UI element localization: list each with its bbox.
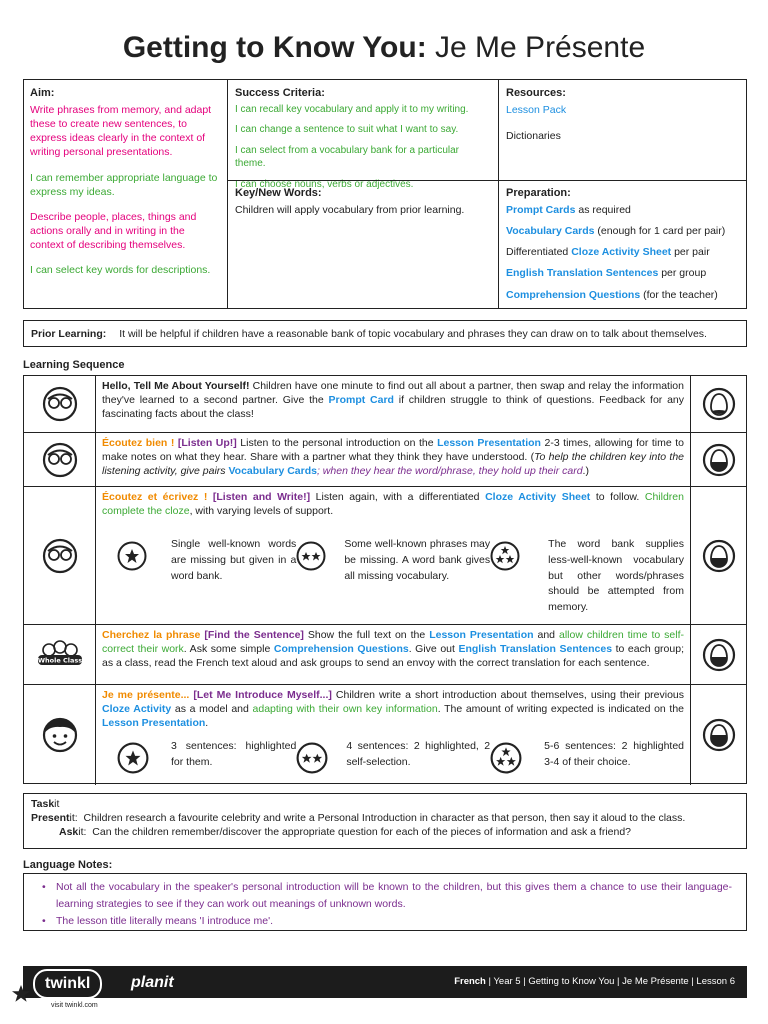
assessment-egg-icon — [690, 376, 746, 432]
prep-item: Prompt Cards as required — [506, 203, 631, 216]
sequence-row — [24, 684, 746, 785]
row-text: Je me présente... [Let Me Introduce Myself...] Children write a short introduction about themselves, using their previous Cloze Activity as a model and adapting with their own key information. The amount of writing expected is indicated on the Lesson Presentation. 3 sentences: highlighted for them. 4 sentences: 2 highlighted, 2 self-selection. 5-6 sentences: 2 highlighted 3-4 of their choice. — [96, 685, 690, 785]
two-star-icon — [296, 541, 326, 571]
aim-heading: Aim: — [30, 87, 55, 99]
twinkl-logo: twinkl — [33, 969, 102, 999]
twinkl-logo-star-icon — [11, 984, 31, 1004]
middle-column — [228, 80, 499, 308]
footer-bar — [23, 966, 747, 998]
preparation-heading: Preparation: — [506, 187, 571, 199]
aim-item: Write phrases from memory, and adapt these to create new sentences, to express ideas clearly in the context of writing personal presentations. — [30, 103, 212, 159]
prior-label: Prior Learning: — [31, 328, 107, 340]
link-lesson-presentation[interactable]: Lesson Presentation — [437, 437, 541, 449]
whole-class-badge-text: Whole Class — [37, 656, 82, 664]
note-item: • The lesson title literally means 'I introduce me'. — [38, 913, 732, 930]
right-column — [499, 80, 746, 308]
assessment-egg-icon — [690, 487, 746, 624]
visit-link[interactable]: visit twinkl.com — [51, 1002, 98, 1009]
task-heading: Taskit — [31, 798, 60, 810]
row-text: Cherchez la phrase [Find the Sentence] Show the full text on the Lesson Presentation and allow children time to self-correct their work. Ask some simple Comprehension Questions. Give out English Translation Sentences to each group; as a class, read the French text aloud and ask groups to send an envoy with the correct translation for each sentence. — [102, 629, 685, 670]
link-cloze-activity-sheet[interactable]: Cloze Activity Sheet — [485, 491, 591, 503]
success-item: I can recall key vocabulary and apply it to my writing. — [235, 103, 469, 115]
link-lesson-presentation[interactable]: Lesson Presentation — [429, 629, 534, 641]
prep-item: English Translation Sentences per group — [506, 267, 707, 280]
success-item: I can change a sentence to suit what I want to say. — [235, 124, 459, 136]
prep-link[interactable]: Prompt Cards — [506, 203, 576, 216]
row-text: Écoutez et écrivez ! [Listen and Write!] Listen again, with a differentiated Cloze Activity Sheet to follow. Children complete the cloze, with varying levels of support. Single well-known words are missing but given in a word bank. Some well-known phrases may be missing. A word bank gives all missing vocabulary. The word bank supplies less-well-known vocabulary but other words/phrases should be attempted from memory. — [96, 487, 690, 624]
sequence-row — [24, 486, 746, 624]
prep-item: Differentiated Cloze Activity Sheet per pair — [506, 246, 710, 259]
title-bold: Getting to Know You: — [122, 31, 427, 64]
prep-link[interactable]: English Translation Sentences — [506, 267, 659, 280]
pair-icon — [24, 433, 96, 486]
resources-heading: Resources: — [506, 87, 566, 99]
learning-sequence-table — [23, 375, 747, 784]
note-item: • Not all the vocabulary in the speaker's personal introduction will be known to the children, but this gives them a chance to use their language-learning strategies to see if they can work out meanings of unknown words. — [38, 879, 732, 913]
success-heading: Success Criteria: — [235, 87, 325, 99]
page-title — [0, 28, 768, 69]
whole-class-icon — [24, 625, 96, 684]
aim-item: I can select key words for descriptions. — [30, 264, 211, 277]
success-item: I can select from a vocabulary bank for a particular theme. — [235, 144, 459, 170]
present-it-line: Presentit: Children research a favourite celebrity and write a Personal Introduction in character as that person, then say it aloud to the class. — [31, 812, 686, 825]
success-item: I can choose nouns, verbs or adjectives. — [235, 178, 414, 190]
link-prompt-card[interactable]: Prompt Card — [328, 394, 394, 407]
one-star-icon — [117, 742, 149, 774]
differentiation-group — [102, 739, 684, 774]
link-cloze-activity[interactable]: Cloze Activity — [102, 703, 172, 716]
row-text: Écoutez bien ! [Listen Up!] Listen to the personal introduction on the Lesson Presentation 2-3 times, allowing for time to make notes on what they hear. Share with a partner what they think they have understood. (To help the children key into the listening activity, give pairs Vocabulary Cards; when they hear the word/phrase, they hold up their card.) — [102, 437, 684, 478]
assessment-egg-icon — [690, 685, 746, 785]
diff-level-3: 5-6 sentences: 2 highlighted 3-4 of their choice. — [490, 739, 684, 774]
differentiation-group — [102, 537, 684, 616]
diff-level-2: Some well-known phrases may be missing. A word bank gives all missing vocabulary. — [296, 537, 490, 616]
language-notes-label: Language Notes: — [23, 859, 113, 871]
diff-level-3: The word bank supplies less-well-known vocabulary but other words/phrases should be attempted from memory. — [490, 537, 684, 616]
link-vocabulary-cards[interactable]: Vocabulary Cards — [228, 465, 317, 478]
keywords-text: Children will apply vocabulary from prior learning. — [235, 203, 465, 216]
prep-link[interactable]: Vocabulary Cards — [506, 225, 595, 238]
title-rest: Je Me Présente — [435, 31, 646, 64]
planit-logo: planit — [131, 974, 174, 991]
language-notes-box — [23, 873, 747, 931]
aim-cell — [24, 80, 228, 308]
aim-item-text: Describe people, places, things and actions orally and in writing in the context of describing themselves. — [30, 210, 197, 252]
resource-dictionaries: Dictionaries — [506, 130, 561, 143]
three-star-icon — [490, 742, 522, 774]
footer-breadcrumb: French | Year 5 | Getting to Know You | Je Me Présente | Lesson 6 — [454, 976, 735, 987]
diff-level-2: 4 sentences: 2 highlighted, 2 self-selection. — [296, 739, 490, 774]
aim-item: I can remember appropriate language to express my ideas. — [30, 171, 218, 198]
diff-level-1: 3 sentences: highlighted for them. — [102, 739, 296, 774]
link-english-translation-sentences[interactable]: English Translation Sentences — [458, 643, 613, 656]
prior-text: It will be helpful if children have a reasonable bank of topic vocabulary and phrases they can draw on to talk about themselves. — [119, 328, 707, 340]
key-words-cell — [228, 180, 498, 223]
aim-item — [30, 210, 221, 253]
three-star-icon — [490, 541, 520, 571]
prep-item: Vocabulary Cards (enough for 1 card per pair) — [506, 225, 726, 238]
two-star-icon — [296, 742, 328, 774]
task-it-box — [23, 793, 747, 849]
prep-link[interactable]: Comprehension Questions — [506, 288, 641, 301]
diff-level-1: Single well-known words are missing but given in a word bank. — [102, 537, 296, 616]
child-face-icon — [24, 685, 96, 785]
link-lesson-presentation[interactable]: Lesson Presentation — [102, 717, 206, 730]
sequence-row — [24, 432, 746, 486]
resource-link-lesson-pack[interactable]: Lesson Pack — [506, 103, 567, 116]
resources-cell — [499, 80, 746, 180]
prep-item: Comprehension Questions (for the teacher) — [506, 288, 718, 301]
pair-icon — [24, 487, 96, 624]
row-text: Hello, Tell Me About Yourself! Children have one minute to find out all about a partner, then swap and relay the information they've learned to a second partner. Give the Prompt Card if children struggle to think of questions. Feedback for any fascinating facts about the class! — [102, 380, 685, 421]
lesson-overview-table — [23, 79, 747, 309]
one-star-icon — [117, 541, 147, 571]
link-comprehension-questions[interactable]: Comprehension Questions — [273, 643, 409, 656]
assessment-egg-icon — [690, 433, 746, 486]
prep-link[interactable]: Cloze Activity Sheet — [571, 246, 672, 259]
sequence-row — [24, 624, 746, 684]
pair-icon — [24, 376, 96, 432]
success-criteria-cell — [228, 80, 498, 190]
learning-sequence-label: Learning Sequence — [23, 359, 125, 371]
assessment-egg-icon — [690, 625, 746, 684]
preparation-cell — [499, 180, 746, 315]
prior-learning-box — [23, 320, 747, 347]
sequence-row — [24, 376, 746, 432]
keywords-heading: Key/New Words: — [235, 187, 322, 199]
ask-it-line: Askit: Can the children remember/discover the appropriate question for each of the pieces of information and ask a friend? — [59, 826, 632, 839]
